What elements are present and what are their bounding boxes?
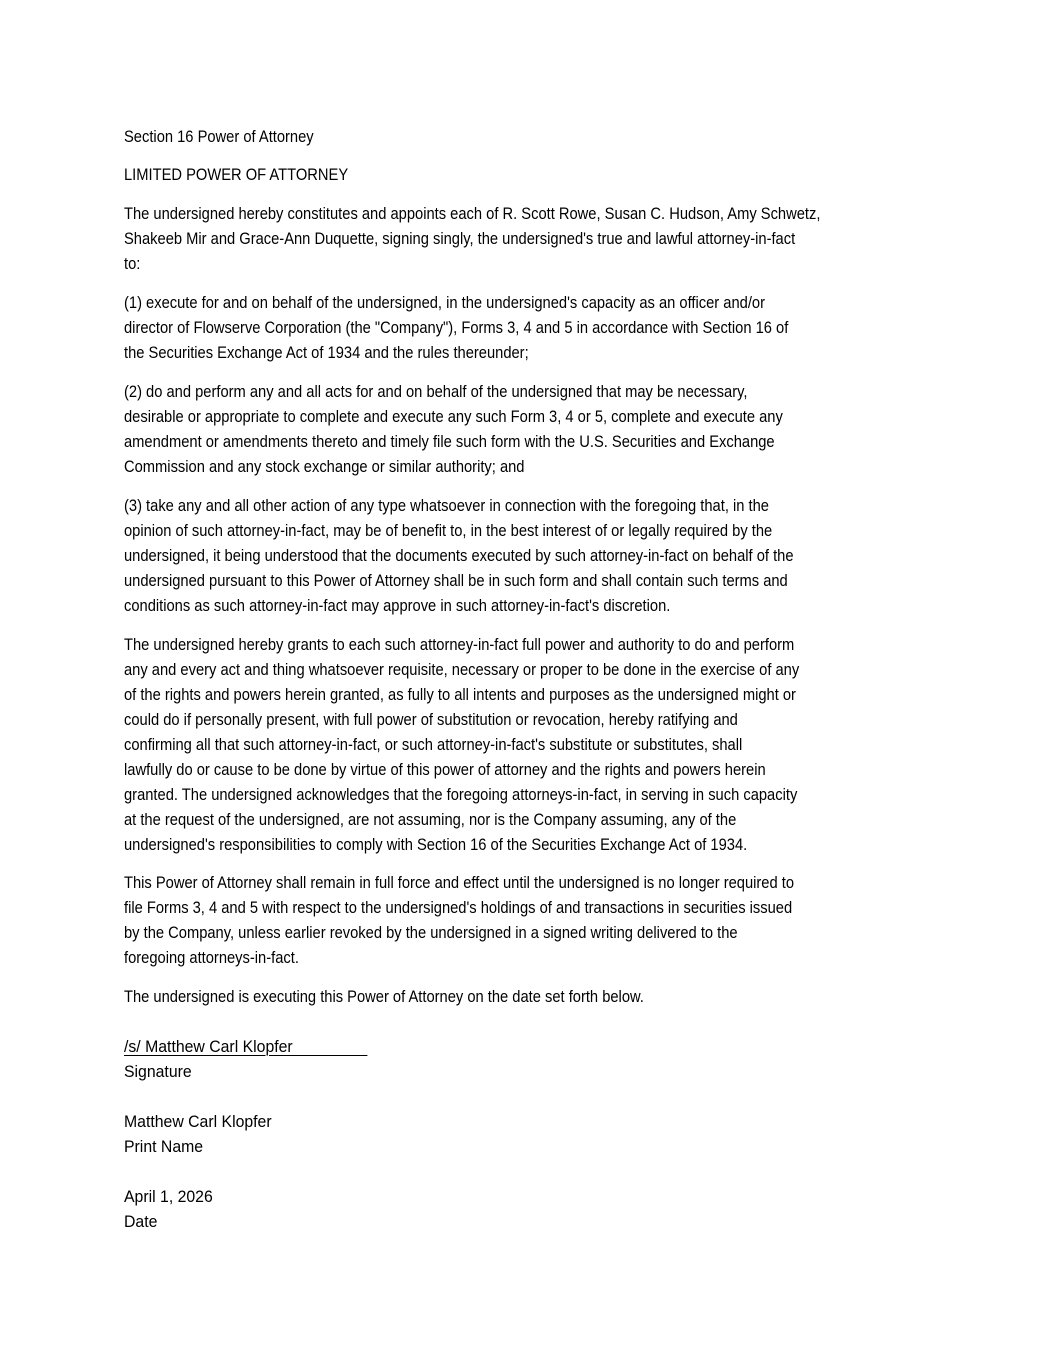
document-header: Section 16 Power of Attorney [124,127,314,146]
paragraph-line: by the Company, unless earlier revoked by the undersigned in a signed writing delivered to the [124,923,738,942]
paragraph-line: The undersigned hereby constitutes and appoints each of R. Scott Rowe, Susan C. Hudson, Amy Schwetz, [124,204,821,223]
paragraph-line: granted. The undersigned acknowledges that the foregoing attorneys-in-fact, in serving in such capacity [124,785,798,804]
date-label: Date [124,1212,158,1231]
paragraph-line: The undersigned is executing this Power of Attorney on the date set forth below. [124,987,644,1006]
paragraph-line: The undersigned hereby grants to each such attorney-in-fact full power and authority to do and perform [124,635,795,654]
paragraph-line: undersigned's responsibilities to comply with Section 16 of the Securities Exchange Act of 1934. [124,835,748,854]
paragraph-line: any and every act and thing whatsoever requisite, necessary or proper to be done in the exercise of any [124,660,800,679]
print-name-value: Matthew Carl Klopfer [124,1112,272,1131]
paragraph-line: the Securities Exchange Act of 1934 and the rules thereunder; [124,343,529,362]
paragraph-line: (2) do and perform any and all acts for and on behalf of the undersigned that may be necessary, [124,382,748,401]
signature-value: /s/ Matthew Carl Klopfer [124,1037,368,1056]
paragraph-line: director of Flowserve Corporation (the "Company"), Forms 3, 4 and 5 in accordance with Section 16 of [124,318,789,337]
paragraph-line: (3) take any and all other action of any type whatsoever in connection with the foregoing that, in the [124,496,769,515]
paragraph-line: of the rights and powers herein granted, as fully to all intents and purposes as the undersigned might or [124,685,796,704]
paragraph-line: file Forms 3, 4 and 5 with respect to the undersigned's holdings of and transactions in securities issued [124,898,793,917]
paragraph-line: Shakeeb Mir and Grace-Ann Duquette, signing singly, the undersigned's true and lawful attorney-in-fact [124,229,796,248]
paragraph-line: undersigned, it being understood that the documents executed by such attorney-in-fact on behalf of the [124,546,794,565]
paragraph-line: lawfully do or cause to be done by virtue of this power of attorney and the rights and powers herein [124,760,766,779]
date-value: April 1, 2026 [124,1187,213,1206]
paragraph-line: conditions as such attorney-in-fact may approve in such attorney-in-fact's discretion. [124,596,671,615]
paragraph-line: amendment or amendments thereto and timely file such form with the U.S. Securities and Exchange [124,432,775,451]
paragraph-line: could do if personally present, with full power of substitution or revocation, hereby ratifying and [124,710,738,729]
paragraph-line: foregoing attorneys-in-fact. [124,948,299,967]
document-title: LIMITED POWER OF ATTORNEY [124,165,349,184]
paragraph-line: to: [124,254,141,273]
paragraph-line: (1) execute for and on behalf of the undersigned, in the undersigned's capacity as an officer and/or [124,293,765,312]
paragraph-line: desirable or appropriate to complete and execute any such Form 3, 4 or 5, complete and execute any [124,407,783,426]
paragraph-line: undersigned pursuant to this Power of Attorney shall be in such form and shall contain such terms and [124,571,788,590]
signature-label: Signature [124,1062,192,1081]
print-name-label: Print Name [124,1137,204,1156]
paragraph-line: Commission and any stock exchange or similar authority; and [124,457,525,476]
paragraph-line: at the request of the undersigned, are not assuming, nor is the Company assuming, any of the [124,810,737,829]
paragraph-line: confirming all that such attorney-in-fact, or such attorney-in-fact's substitute or substitutes, shall [124,735,743,754]
paragraph-line: This Power of Attorney shall remain in full force and effect until the undersigned is no longer required to [124,873,795,892]
paragraph-line: opinion of such attorney-in-fact, may be of benefit to, in the best interest of or legally required by the [124,521,773,540]
